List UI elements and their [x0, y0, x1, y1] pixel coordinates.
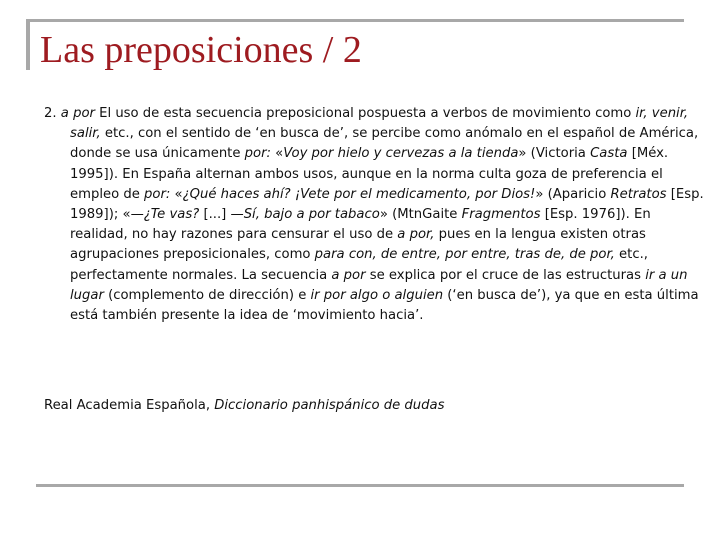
entry-italic-segment: a por,	[397, 227, 435, 243]
entry-italic-segment: a por	[331, 267, 366, 283]
entry-italic-segment: ir a un lugar	[70, 267, 688, 303]
entry-text-segment: «	[170, 186, 183, 202]
entry-body	[70, 106, 704, 323]
dictionary-entry	[44, 104, 704, 326]
entry-italic-segment: por:	[144, 186, 171, 202]
slide-title: Las preposiciones / 2	[40, 29, 362, 71]
entry-text-segment: etc., con el sentido de ‘en busca de’, se percibe como anómalo en el español de América, donde se usa únicamente	[70, 126, 699, 162]
entry-italic-segment: Voy por hielo y cervezas a la tienda	[283, 146, 519, 162]
bottom-divider-line	[36, 484, 684, 487]
entry-italic-segment: —Sí, bajo a por tabaco	[230, 207, 380, 223]
entry-text-segment: » (MtnGaite	[379, 207, 462, 223]
entry-text-segment: etc., perfectamente normales. La secuencia	[70, 247, 648, 283]
entry-text-segment: [Esp. 1989]); «	[70, 186, 704, 223]
entry-italic-segment: para con, de entre, por entre, tras de, de por,	[314, 247, 615, 263]
entry-text-segment: [Esp. 1976]). En realidad, no hay razones para censurar el uso de	[70, 207, 651, 243]
entry-text-segment: [...]	[199, 207, 231, 223]
entry-italic-segment: Fragmentos	[461, 207, 541, 223]
entry-text-segment: » (Aparicio	[535, 186, 611, 202]
entry-text-segment: se explica por el cruce de las estructuras	[365, 267, 646, 283]
entry-text-segment: «	[270, 146, 284, 162]
entry-italic-segment: —¿Te vas?	[130, 207, 200, 223]
entry-number: 2.	[44, 106, 57, 121]
title-accent-bar	[26, 22, 30, 70]
entry-text-segment: (complemento de dirección) e	[103, 287, 311, 303]
source-citation	[44, 396, 445, 416]
top-divider-line	[26, 19, 684, 22]
entry-text-segment: [Méx. 1995]). En España alternan ambos usos, aunque en la norma culta goza de preferencia el empleo de	[70, 146, 669, 202]
entry-italic-segment: ir por algo o alguien	[310, 287, 444, 303]
entry-italic-segment: ¿Qué haces ahí? ¡Vete por el medicamento, por Dios!	[182, 186, 536, 202]
entry-text-segment: » (Victoria	[518, 146, 591, 162]
entry-italic-segment: por:	[244, 146, 271, 162]
entry-headword: a por	[60, 106, 95, 121]
source-work: Diccionario panhispánico de dudas	[214, 398, 445, 413]
entry-italic-segment: ir, venir, salir,	[70, 106, 689, 142]
entry-text-segment: El uso de esta secuencia preposicional pospuesta a verbos de movimiento como	[94, 106, 636, 121]
entry-text-segment: (‘en busca de’), ya que en esta última está también presente la idea de ‘movimiento hacia’.	[70, 287, 699, 324]
entry-text-segment: pues en la lengua existen otras agrupaciones preposicionales, como	[70, 227, 646, 263]
entry-italic-segment: Casta	[590, 146, 628, 162]
source-author: Real Academia Española,	[44, 398, 211, 413]
entry-italic-segment: Retratos	[610, 186, 667, 202]
